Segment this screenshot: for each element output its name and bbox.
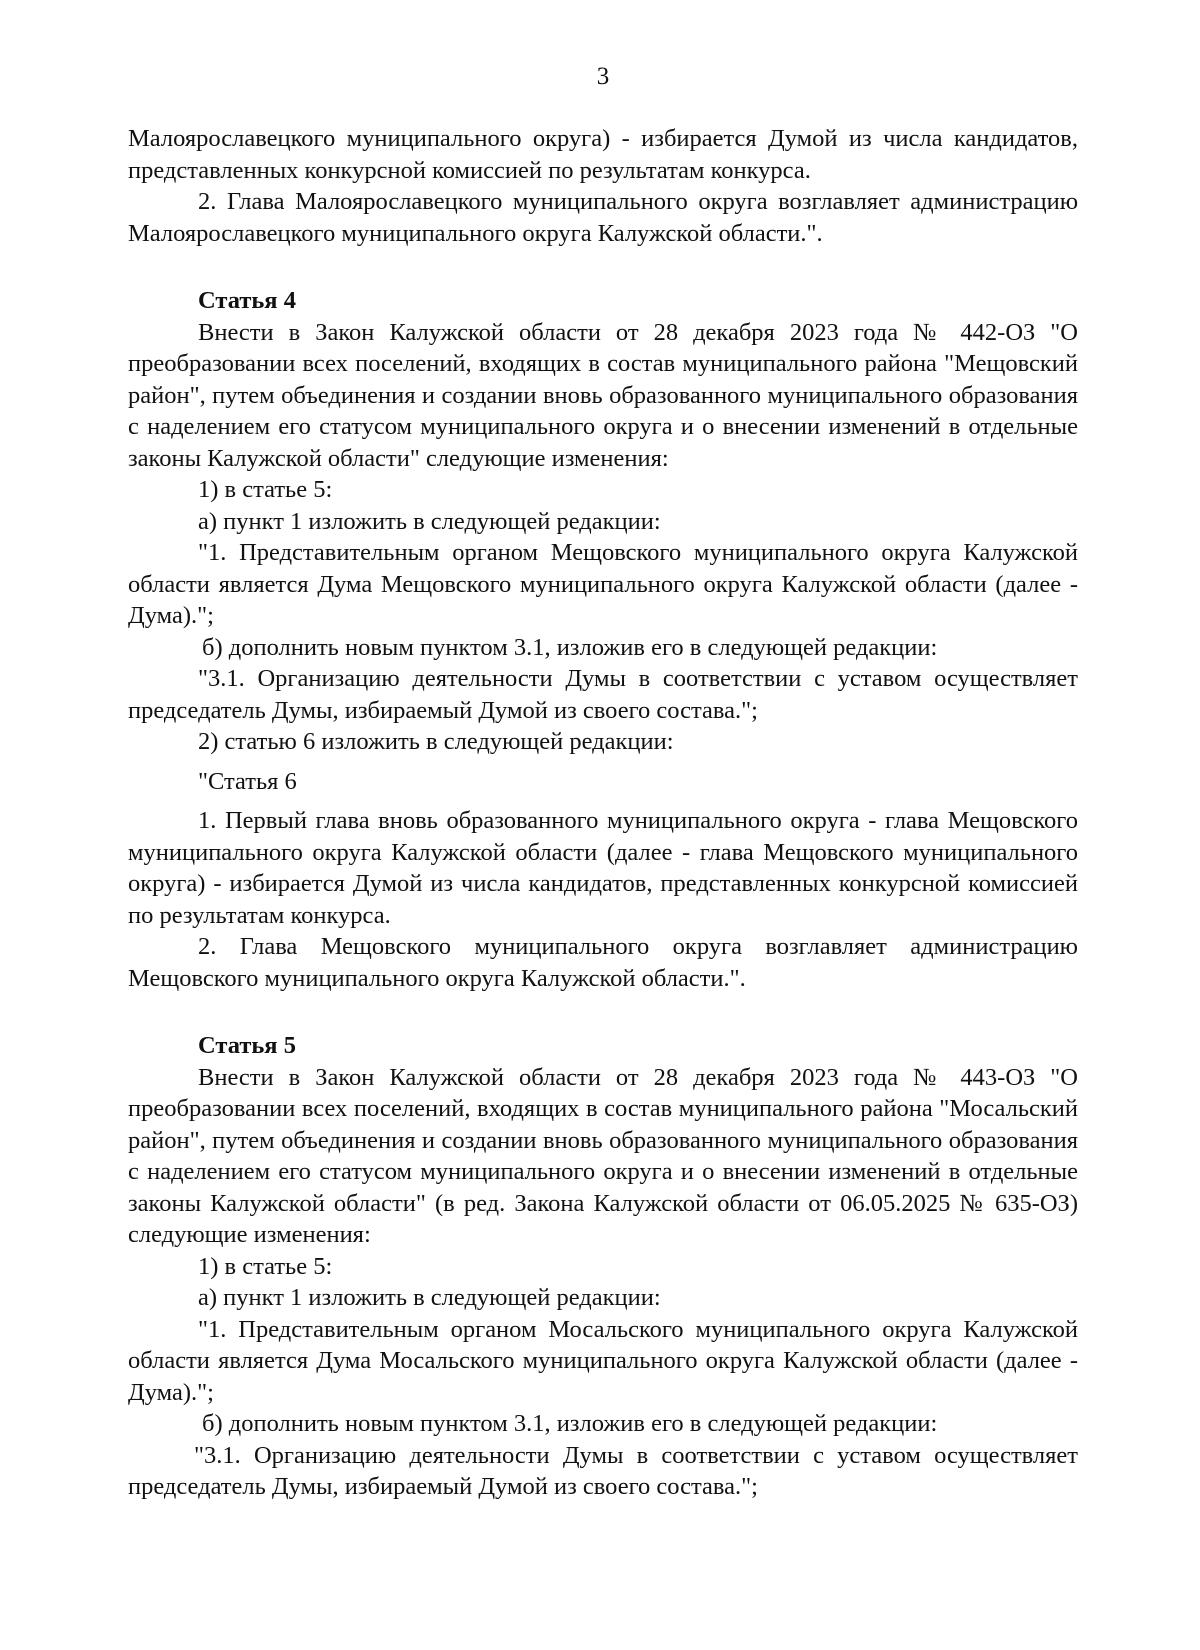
- paragraph-sub-b: б) дополнить новым пунктом 3.1, изложив его в следующей редакции:: [202, 1410, 938, 1437]
- spacer: [128, 758, 1078, 766]
- paragraph-quote-3-1: "3.1. Организацию деятельности Думы в соответствии с уставом осуществляет председатель Думы, избираемый Думой из своего состава.";: [128, 665, 1078, 724]
- spacer: [128, 994, 1078, 1030]
- paragraph-sub-a: а) пункт 1 изложить в следующей редакции:: [198, 1284, 661, 1311]
- document-body: [128, 123, 1078, 1503]
- paragraph-article-5-intro: Внести в Закон Калужской области от 28 декабря 2023 года № 443-ОЗ "О преобразовании всех поселений, входящих в состав муниципального района "Мосальский район", путем объединения и создании вновь образованного муниципального образования с наделением его статусом муниципального округа и о внесении изменений в отдельные законы Калужской области" (в ред. Закона Калужской области от 06.05.2025 № 635-ОЗ) следующие изменения:: [128, 1063, 1078, 1248]
- paragraph-article-6-item-2: 2. Глава Мещовского муниципального округа возглавляет администрацию Мещовского муниципального округа Калужской области.".: [128, 933, 1078, 992]
- article-heading-4: Статья 4: [198, 287, 296, 314]
- paragraph-article-4-intro: Внести в Закон Калужской области от 28 декабря 2023 года № 442-ОЗ "О преобразовании всех поселений, входящих в состав муниципального района "Мещовский район", путем объединения и создании вновь образованного муниципального образования с наделением его статусом муниципального округа и о внесении изменений в отдельные законы Калужской области" следующие изменения:: [128, 318, 1078, 472]
- paragraph-quote-3-1: "3.1. Организацию деятельности Думы в соответствии с уставом осуществляет председатель Думы, избираемый Думой из своего состава.";: [128, 1441, 1078, 1500]
- spacer: [128, 797, 1078, 805]
- paragraph-quote-1: "1. Представительным органом Мещовского муниципального округа Калужской области является Дума Мещовского муниципального округа Калужской области (далее - Дума).";: [128, 539, 1078, 629]
- paragraph-article-6-item-1: 1. Первый глава вновь образованного муниципального округа - глава Мещовского муниципального округа Калужской области (далее - глава Мещовского муниципального округа) - избирается Думой из числа кандидатов, представленных конкурсной комиссией по результатам конкурса.: [128, 807, 1078, 929]
- paragraph-sub-1: 1) в статье 5:: [198, 1252, 333, 1280]
- page-number: 3: [596, 63, 610, 90]
- paragraph-sub-1: 1) в статье 5:: [198, 476, 333, 503]
- article-heading-5: Статья 5: [198, 1032, 296, 1059]
- paragraph-sub-a: а) пункт 1 изложить в следующей редакции:: [198, 507, 661, 535]
- paragraph-continuation: Малоярославецкого муниципального округа) - избирается Думой из числа кандидатов, представленных конкурсной комиссией по результатам конкурса.: [128, 125, 1078, 184]
- paragraph-quote-article-6: "Статья 6: [198, 767, 297, 795]
- paragraph-item-2: 2. Глава Малоярославецкого муниципального округа возглавляет администрацию Малоярославецкого муниципального округа Калужской области.".: [128, 188, 1078, 247]
- paragraph-quote-1: "1. Представительным органом Мосальского муниципального округа Калужской области является Дума Мосальского муниципального округа Калужской области (далее - Дума).";: [128, 1315, 1078, 1406]
- paragraph-sub-b: б) дополнить новым пунктом 3.1, изложив его в следующей редакции:: [202, 633, 938, 661]
- paragraph-sub-2: 2) статью 6 изложить в следующей редакции:: [198, 728, 674, 755]
- spacer: [128, 249, 1078, 285]
